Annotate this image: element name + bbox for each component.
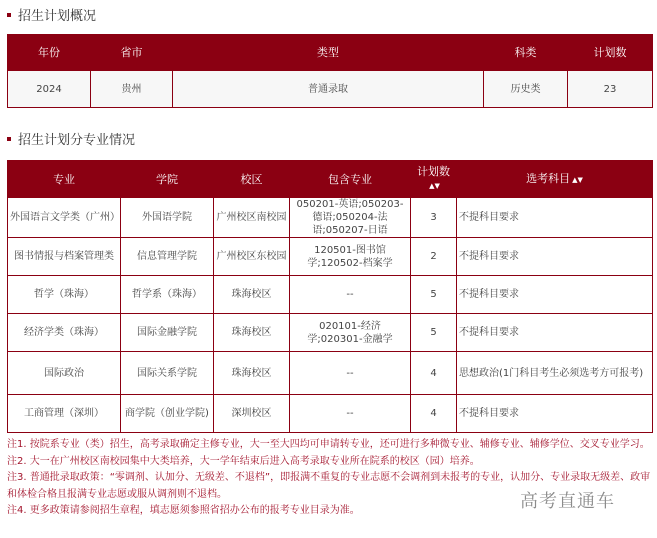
bullet-icon <box>7 13 11 17</box>
note: 注1. 按院系专业（类）招生，高考录取确定主修专业，大一至大四均可申请转专业，还可进行多种微专业、辅修专业、辅修学位、交叉专业学习。 <box>7 439 650 450</box>
cell: 国际政治 <box>8 352 121 395</box>
cell: 普通录取 <box>173 71 484 108</box>
cell: 深圳校区 <box>214 395 290 433</box>
col-header: 专业 <box>8 161 121 198</box>
cell: 不提科目要求 <box>457 395 653 433</box>
cell: 外国语学院 <box>121 198 214 238</box>
table-row <box>8 198 653 238</box>
table-row <box>8 238 653 276</box>
sort-icon: ▲▼ <box>429 182 440 190</box>
header-label: 计划数 <box>417 165 450 178</box>
cell: 不提科目要求 <box>457 238 653 276</box>
cell: 贵州 <box>91 71 173 108</box>
majors-table <box>7 160 653 433</box>
cell: -- <box>290 395 411 433</box>
note: 注2. 大一在广州校区南校园集中大类培养，大一学年结束后进入高考录取专业所在院系的校区（园）培养。 <box>7 455 480 467</box>
col-header: 科类 <box>484 35 568 71</box>
section-title: 招生计划概况 <box>18 9 97 24</box>
sortable-col-header[interactable] <box>411 161 457 198</box>
cell: 哲学系（珠海） <box>121 276 214 314</box>
cell: 3 <box>411 198 457 238</box>
sortable-col-header[interactable] <box>457 161 653 198</box>
table-header-row <box>8 161 653 198</box>
col-header: 类型 <box>173 35 484 71</box>
cell: 工商管理（深圳） <box>8 395 121 433</box>
cell: 5 <box>411 314 457 352</box>
cell: 23 <box>568 71 653 108</box>
cell: 050201-英语;050203-德语;050204-法语;050207-日语 <box>290 198 411 238</box>
cell: 信息管理学院 <box>121 238 214 276</box>
table-row <box>8 314 653 352</box>
section-heading-overview <box>7 5 96 24</box>
cell: -- <box>290 276 411 314</box>
table-header-row <box>8 35 653 71</box>
cell: 图书情报与档案管理类 <box>8 238 121 276</box>
cell: 5 <box>411 276 457 314</box>
table-row <box>8 352 653 395</box>
cell: -- <box>290 352 411 395</box>
cell: 珠海校区 <box>214 276 290 314</box>
cell: 哲学（珠海） <box>8 276 121 314</box>
col-header: 学院 <box>121 161 214 198</box>
cell: 国际金融学院 <box>121 314 214 352</box>
cell: 4 <box>411 395 457 433</box>
cell: 思想政治(1门科目考生必须选考方可报考) <box>457 352 653 395</box>
col-header: 年份 <box>8 35 91 71</box>
col-header: 包含专业 <box>290 161 411 198</box>
cell: 2024 <box>8 71 91 108</box>
cell: 历史类 <box>484 71 568 108</box>
cell: 2 <box>411 238 457 276</box>
cell: 4 <box>411 352 457 395</box>
cell: 外国语言文学类（广州） <box>8 198 121 238</box>
cell: 珠海校区 <box>214 352 290 395</box>
col-header: 省市 <box>91 35 173 71</box>
cell: 广州校区东校园 <box>214 238 290 276</box>
overview-table <box>7 34 653 108</box>
section-heading-majors <box>7 129 135 148</box>
col-header: 计划数 <box>568 35 653 71</box>
cell: 国际关系学院 <box>121 352 214 395</box>
cell: 广州校区南校园 <box>214 198 290 238</box>
cell: 经济学类（珠海） <box>8 314 121 352</box>
cell: 不提科目要求 <box>457 314 653 352</box>
bullet-icon <box>7 137 11 141</box>
watermark: 高考直通车 <box>520 491 615 512</box>
cell: 120501-图书馆学;120502-档案学 <box>290 238 411 276</box>
note: 注3. 普通批录取政策：“零调剂、认加分、无级差、不退档”，即报满不重复的专业志愿不会调剂到未报考的专业，认加分、专业录取无级差、政审和体检合格且报满专业志愿或服从调剂则不退档。 <box>7 472 651 500</box>
table-row <box>8 71 653 108</box>
col-header: 校区 <box>214 161 290 198</box>
sort-icon: ▲▼ <box>572 175 583 184</box>
note: 注4. 更多政策请参阅招生章程，填志愿须参照省招办公布的报考专业目录为准。 <box>7 505 360 516</box>
cell: 不提科目要求 <box>457 276 653 314</box>
table-row <box>8 276 653 314</box>
cell: 珠海校区 <box>214 314 290 352</box>
table-row <box>8 395 653 433</box>
cell: 020101-经济学;020301-金融学 <box>290 314 411 352</box>
header-label: 选考科目 <box>526 171 571 185</box>
cell: 不提科目要求 <box>457 198 653 238</box>
section-title: 招生计划分专业情况 <box>18 133 136 148</box>
cell: 商学院（创业学院) <box>121 395 214 433</box>
